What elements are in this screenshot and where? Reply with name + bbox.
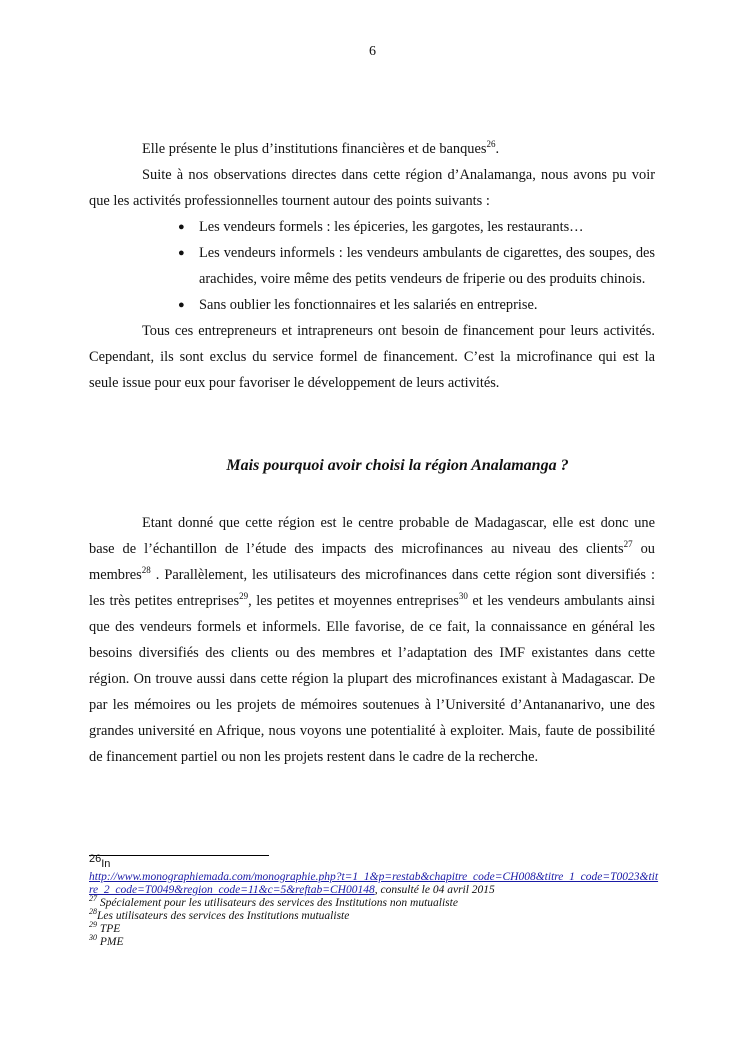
footnote-ref-29[interactable]: 29	[239, 591, 249, 601]
monographie-link[interactable]: http://www.monographiemada.com/monographie.php?t=1_1&p=restab&chapitre_code=CH008&titre_1_code=T0023&titre_2_code=T0049&region_code=11&c=5&reftab=CH00148	[89, 871, 659, 896]
footnote-separator	[89, 855, 269, 856]
footnote-ref-27[interactable]: 27	[623, 539, 633, 549]
paragraph-region: Etant donné que cette région est le centre probable de Madagascar, elle est donc une base de l’échantillon de l’étude des impacts des microfinances au niveau des clients$^{27}$ ou membres$^{28}$ . Parallèlement, les utilisateurs des microfinances dans cette région sont diversifiés : les très petites entreprises$^{29}$, les petites et moyennes entreprises$^{30}$ et les vendeurs ambulants ainsi que des vendeurs formels et informels. Elle favorise, de ce fait, la connaissance en général les besoins diversifiés des clients ou des membres et l’adaptation des IMF existantes dans cette région. On trouve aussi dans cette région la plupart des microfinances existant à Madagascar. De par les mémoires ou les projets de mémoires soutenues à l’Université d’Antananarivo, une des grandes université en Afrique, nous voyons une potentialité à exploiter. Mais, faute de possibilité de financement partiel ou non les projets restent dans le cadre de la recherche.	[89, 515, 655, 765]
activities-list	[89, 214, 655, 318]
footnote-ref-28[interactable]: 28	[141, 565, 151, 575]
section-2	[89, 510, 655, 770]
paragraph-observations: Suite à nos observations directes dans cette région d’Analamanga, nous avons pu voir que les activités professionnelles tournent autour des points suivants :	[89, 167, 655, 209]
footnote-ref-30[interactable]: 30	[458, 591, 468, 601]
list-item: ● Les vendeurs informels : les vendeurs ambulants de cigarettes, des soupes, des arachides, voire même des petits vendeurs de friperie ou des produits chinois.	[89, 240, 655, 292]
bullet-icon: ●	[178, 247, 185, 259]
footnote-29: $^{29}$ TPE	[89, 920, 121, 935]
footnote-26-link-line: http://www.monographiemada.com/monographie.php?t=1_1&p=restab&chapitre_code=CH008&titre_1_code=T0023&titre_2_code=T0049&region_code=11&c=5&reftab=CH00148, consulté le 04 avril 2015	[89, 871, 659, 896]
list-item: ● Sans oublier les fonctionnaires et les salariés en entreprise.	[89, 292, 655, 318]
page-number: 6	[369, 44, 376, 59]
footnote-26: $^{26}$In	[89, 853, 111, 870]
footnote-28: $^{28}$Les utilisateurs des services des Institutions mutualiste	[89, 907, 350, 922]
section-heading: Mais pourquoi avoir choisi la région Analamanga ?	[226, 457, 569, 474]
bullet-icon: ●	[178, 221, 185, 233]
footnote-ref-26[interactable]: 26	[486, 139, 496, 149]
paragraph-institutions: Elle présente le plus d’institutions financières et de banques$^{26}$.	[142, 139, 500, 157]
footnote-30: $^{30}$ PME	[89, 933, 124, 948]
bullet-icon: ●	[178, 299, 185, 311]
list-item: ● Les vendeurs formels : les épiceries, les gargotes, les restaurants…	[89, 214, 655, 240]
paragraph-entrepreneurs: Tous ces entrepreneurs et intrapreneurs ont besoin de financement pour leurs activités. Cependant, ils sont exclus du service formel de financement. C’est la microfinance qui est la seule issue pour eux pour favoriser le développement de leurs activités.	[89, 323, 655, 391]
footnotes	[89, 853, 659, 949]
footnote-27: $^{27}$ Spécialement pour les utilisateurs des services des Institutions non mutualiste	[89, 894, 458, 909]
section-1	[89, 136, 655, 396]
